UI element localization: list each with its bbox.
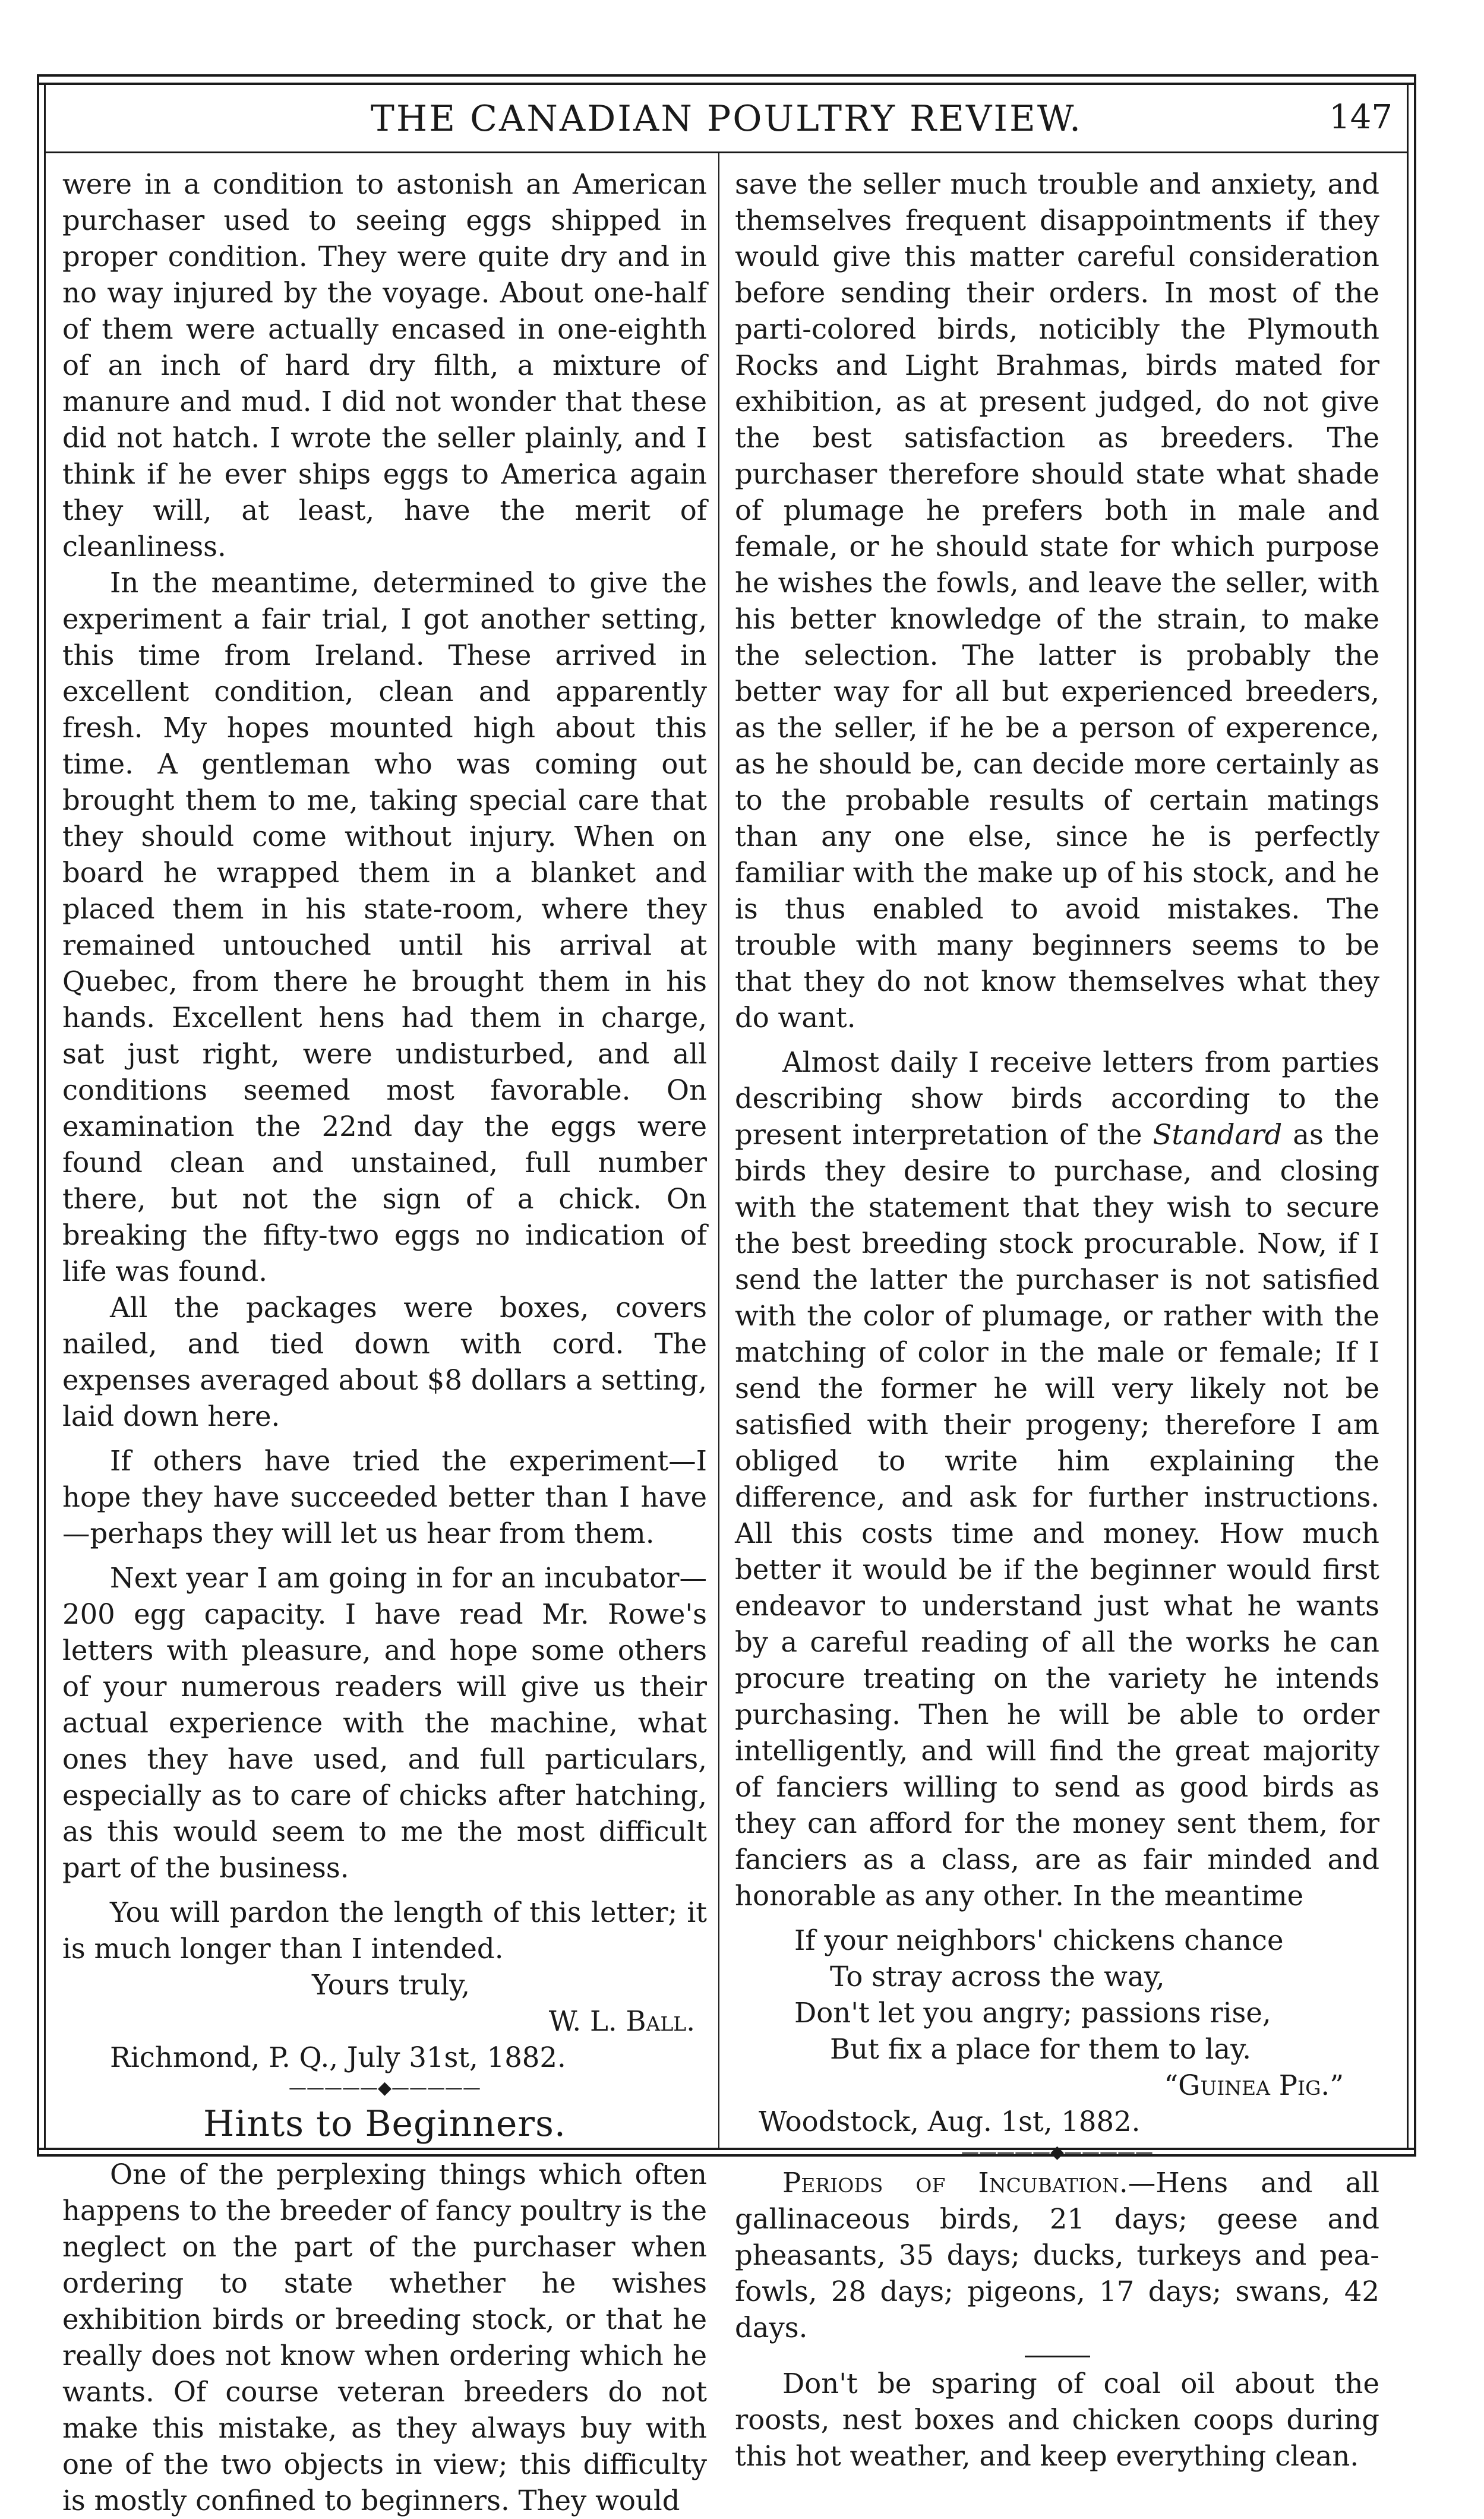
- left-paragraph-4: If others have tried the experiment—I hope they have succeeded better than I have—perhaps they will let us hear from them.: [62, 1445, 707, 1549]
- right-paragraph-2: [735, 1044, 1379, 1914]
- frame-top-rule-outer: [37, 74, 1416, 77]
- short-divider: [1025, 2356, 1090, 2357]
- frame-top-rule-inner: [37, 83, 1416, 85]
- header-underline: [46, 151, 1407, 153]
- journal-title: THE CANADIAN POULTRY REVIEW.: [370, 98, 1083, 140]
- page-header: [37, 98, 1416, 151]
- right-paragraph-2-a: Almost daily I receive letters from parties describing show birds according to the present interpretation of the: [735, 1046, 1379, 1151]
- letter-signature: W. L. Ball.: [548, 2005, 695, 2037]
- right-paragraph-1: save the seller much trouble and anxiety, and themselves frequent disappointments if they would give this matter careful consideration before sending their orders. In most of the parti-colored birds, noticibly the Plymouth Rocks and Light Brahmas, birds mated for exhibition, as at present judged, do not give the best satisfaction as breeders. The purchaser therefore should state what shade of plumage he prefers both in male and female, or he should state for which purpose he wishes the fowls, and leave the seller, with his better knowledge of the strain, to make the selection. The latter is probably the better way for all but experienced breeders, as the seller, if he be a person of experence, as he should be, can decide more certainly as to the probable results of certain matings than any one else, since he is perfectly familiar with the make up of his stock, and he is thus enabled to avoid mistakes. The trouble with many beginners seems to be that they do not know themselves what they do want.: [735, 168, 1379, 1034]
- frame-left-rule-inner: [44, 83, 46, 2150]
- poem-line-2: To stray across the way,: [830, 1961, 1165, 1993]
- left-column: [62, 166, 707, 2519]
- poem-line-1: If your neighbors' chickens chance: [794, 1924, 1284, 1956]
- right-paragraph-last: Don't be sparing of coal oil about the roosts, nest boxes and chicken coops during this hot weather, and keep everything clean.: [735, 2368, 1379, 2472]
- left-paragraph-3: All the packages were boxes, covers nailed, and tied down with cord. The expenses averaged about $8 dollars a setting, laid down here.: [62, 1292, 707, 1432]
- poem-signature: “Guinea Pig.”: [1164, 2069, 1344, 2101]
- frame-left-rule: [37, 74, 39, 2157]
- left-paragraph-2: In the meantime, determined to give the experiment a fair trial, I got another setting, this time from Ireland. These arrived in excellent condition, clean and apparently fresh. My hopes mounted high about this time. A gentleman who was coming out brought them to me, taking special care that they should come without injury. When on board he wrapped them in a blanket and placed them in his state-room, where they remained untouched until his arrival at Quebec, from there he brought them in his hands. Excellent hens had them in charge, sat just right, were undisturbed, and all conditions seemed most favorable. On examination the 22nd day the eggs were found clean and unstained, full number there, but not the sign of a chick. On breaking the fifty-two eggs no indication of life was found.: [62, 567, 707, 1287]
- poem-line-3: Don't let you angry; passions rise,: [794, 1997, 1271, 2029]
- frame-right-rule: [1414, 74, 1416, 2157]
- left-paragraph-7: One of the perplexing things which often happens to the breeder of fancy poultry is the neglect on the part of the purchaser when ordering to state whether he wishes exhibition birds or breeding stock, or that he really does not know when ordering which he wants. Of course veteran breeders do not make this mistake, as they always buy with one of the two objects in view; this difficulty is mostly confined to beginners. They would: [62, 2158, 707, 2517]
- ornamental-divider-right: —————◆—————: [961, 2142, 1154, 2163]
- ornamental-divider: —————◆—————: [288, 2078, 481, 2098]
- left-paragraph-6: You will pardon the length of this letter; it is much longer than I intended.: [62, 1896, 707, 1965]
- left-paragraph-1: were in a condition to astonish an American purchaser used to seeing eggs shipped in proper condition. They were quite dry and in no way injured by the voyage. About one-half of them were actually encased in one-eighth of an inch of hard dry filth, a mixture of manure and mud. I did not wonder that these did not hatch. I wrote the seller plainly, and I think if he ever ships eggs to America again they will, at least, have the merit of cleanliness.: [62, 168, 707, 563]
- letter-closing: Yours truly,: [312, 1969, 471, 2001]
- poem-dateline: Woodstock, Aug. 1st, 1882.: [759, 2106, 1141, 2138]
- left-paragraph-5: Next year I am going in for an incubator—200 egg capacity. I have read Mr. Rowe's letters with pleasure, and hope some others of your numerous readers will give us their actual experience with the machine, what ones they have used, and full particulars, especially as to care of chicks after hatching, as this would seem to me the most difficult part of the business.: [62, 1562, 707, 1884]
- incubation-lead: Periods of Incubation.: [782, 2167, 1128, 2199]
- incubation-body: —Hens and all gallinaceous birds, 21 days; geese and pheasants, 35 days; ducks, turkeys and pea-fowls, 28 days; pigeons, 17 days; swans, 42 days.: [735, 2167, 1379, 2344]
- column-divider: [718, 153, 719, 2148]
- incubation-paragraph: [735, 2165, 1379, 2346]
- poem: [735, 1923, 1379, 2067]
- section-heading: Hints to Beginners.: [203, 2103, 566, 2145]
- letter-dateline: Richmond, P. Q., July 31st, 1882.: [110, 2041, 566, 2073]
- right-paragraph-2-b: as the birds they desire to purchase, and closing with the statement that they wish to secure the best breeding stock procurable. Now, if I send the latter the purchaser is not satisfied with the color of plumage, or rather with the matching of color in the male or female; If I send the former he will very likely not be satisfied with their progeny; therefore I am obliged to write him explaining the difference, and ask for further instructions. All this costs time and money. How much better it would be if the beginner would first endeavor to understand just what he wants by a careful reading of all the works he can procure treating on the variety he intends purchasing. Then he will be able to order intelligently, and will find the great majority of fanciers willing to send as good birds as they can afford for the money sent them, for fanciers as a class, are as fair minded and honorable as any other. In the meantime: [735, 1119, 1379, 1912]
- frame-right-rule-inner: [1407, 83, 1409, 2150]
- page-number: 147: [1329, 98, 1393, 137]
- standard-italic: Standard: [1153, 1119, 1283, 1151]
- poem-line-4: But fix a place for them to lay.: [830, 2033, 1251, 2065]
- right-column: [735, 166, 1379, 2474]
